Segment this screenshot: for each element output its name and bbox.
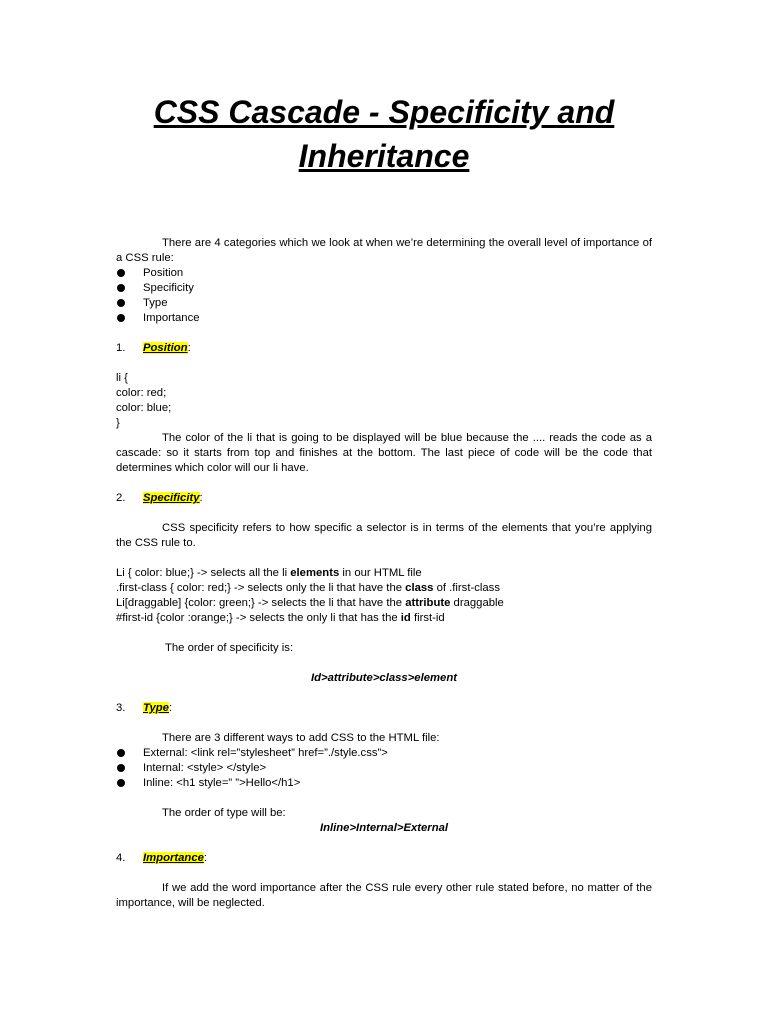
bullet-icon xyxy=(117,299,125,307)
type-bullet: External: <link rel=”stylesheet” href=”./style.css”> xyxy=(116,746,652,761)
code-block: li { color: red; color: blue; } xyxy=(116,372,172,429)
intro-paragraph: There are 4 categories which we look at when we’re determining the overall level of importance of a CSS rule: xyxy=(116,237,652,264)
intro-bullet: Importance xyxy=(116,311,652,326)
bullet-icon xyxy=(117,314,125,322)
title-line-2: Inheritance xyxy=(298,138,470,174)
specificity-paragraph: CSS specificity refers to how specific a selector is in terms of the elements that you’re applying the CSS rule to. xyxy=(116,522,652,549)
section-title: Specificity xyxy=(143,492,200,504)
type-order-label: The order of type will be: xyxy=(162,807,286,819)
section-title: Importance xyxy=(143,852,204,864)
rule-line: Li[draggable] {color: green;} -> selects the li that have the attribute draggable xyxy=(116,597,504,609)
section-title: Type xyxy=(143,702,169,714)
section-title: Position xyxy=(143,342,188,354)
section-heading-specificity: 2. Specificity: xyxy=(116,492,203,504)
importance-paragraph: If we add the word importance after the CSS rule every other rule stated before, no matter of the importance, will be neglected. xyxy=(116,882,652,909)
rule-line: Li { color: blue;} -> selects all the li elements in our HTML file xyxy=(116,567,422,579)
document-body xyxy=(116,236,652,911)
section-heading-position: 1. Position: xyxy=(116,342,191,354)
bullet-icon xyxy=(117,779,125,787)
section-heading-type: 3. Type: xyxy=(116,702,173,714)
section-heading-importance: 4. Importance: xyxy=(116,852,208,864)
bullet-icon xyxy=(117,749,125,757)
rule-line: .first-class { color: red;} -> selects only the li that have the class of .first-class xyxy=(116,582,500,594)
specificity-order-label: The order of specificity is: xyxy=(165,642,294,654)
bullet-icon xyxy=(117,269,125,277)
rule-line: #first-id {color :orange;} -> selects the only li that has the id first-id xyxy=(116,612,445,624)
type-order: Inline>Internal>External xyxy=(319,822,449,834)
position-paragraph: The color of the li that is going to be displayed will be blue because the .... reads the code as a cascade: so it starts from top and finishes at the bottom. The last piece of code will be the code that determines which color will our li have. xyxy=(116,432,652,474)
bullet-icon xyxy=(117,284,125,292)
title-line-1: CSS Cascade - Specificity and xyxy=(153,94,615,130)
intro-bullet: Specificity xyxy=(116,281,652,296)
intro-bullet: Type xyxy=(116,296,652,311)
specificity-order: Id>attribute>class>element xyxy=(311,672,457,684)
type-bullet: Inline: <h1 style=” ”>Hello</h1> xyxy=(116,776,652,791)
page-title xyxy=(0,90,768,178)
type-paragraph: There are 3 different ways to add CSS to the HTML file: xyxy=(162,732,440,744)
type-bullet: Internal: <style> </style> xyxy=(116,761,652,776)
bullet-icon xyxy=(117,764,125,772)
intro-bullet: Position xyxy=(116,266,652,281)
